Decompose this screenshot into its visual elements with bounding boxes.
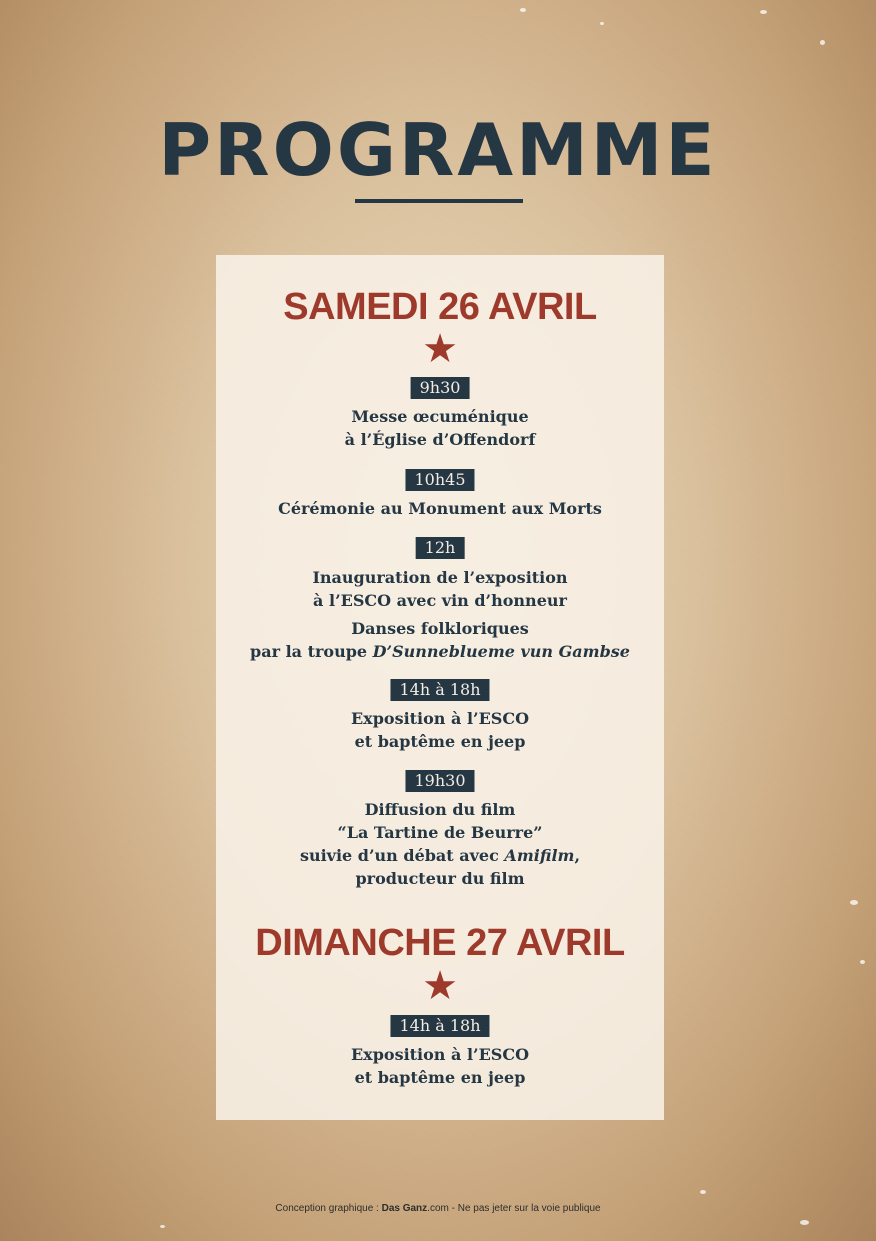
event-description: Diffusion du film “La Tartine de Beurre” suivie d’un débat avec Amifilm, producteur du film	[299, 800, 581, 888]
event-description: Inauguration de l’exposition à l’ESCO avec vin d’honneur	[312, 568, 568, 610]
page-title: PROGRAMME	[158, 108, 718, 192]
time-badge: 9h30	[411, 377, 470, 399]
time-badge: 14h à 18h	[390, 679, 489, 701]
event-description: Exposition à l’ESCO et baptême en jeep	[350, 1045, 530, 1087]
day-heading-saturday: SAMEDI 26 AVRIL	[283, 286, 597, 328]
event-description: Exposition à l’ESCO et baptême en jeep	[350, 709, 530, 751]
day-heading-sunday: DIMANCHE 27 AVRIL	[255, 922, 625, 964]
event-description: Cérémonie au Monument aux Morts	[278, 499, 602, 518]
star-icon: ★	[422, 326, 458, 372]
event-description: Messe œcuménique à l’Église d’Offendorf	[344, 407, 536, 449]
time-badge: 10h45	[405, 469, 474, 491]
title-underline	[355, 199, 523, 203]
program-panel	[216, 255, 664, 1120]
event-description: Danses folkloriques par la troupe D’Sunneblueme vun Gambse	[250, 619, 630, 661]
time-badge: 19h30	[405, 770, 474, 792]
time-badge: 12h	[416, 537, 465, 559]
time-badge: 14h à 18h	[390, 1015, 489, 1037]
star-icon: ★	[422, 963, 458, 1009]
designer-brand: Das Ganz	[381, 1203, 428, 1214]
footer-credit: Conception graphique : Das Ganz.com - Ne pas jeter sur la voie publique	[275, 1203, 601, 1214]
